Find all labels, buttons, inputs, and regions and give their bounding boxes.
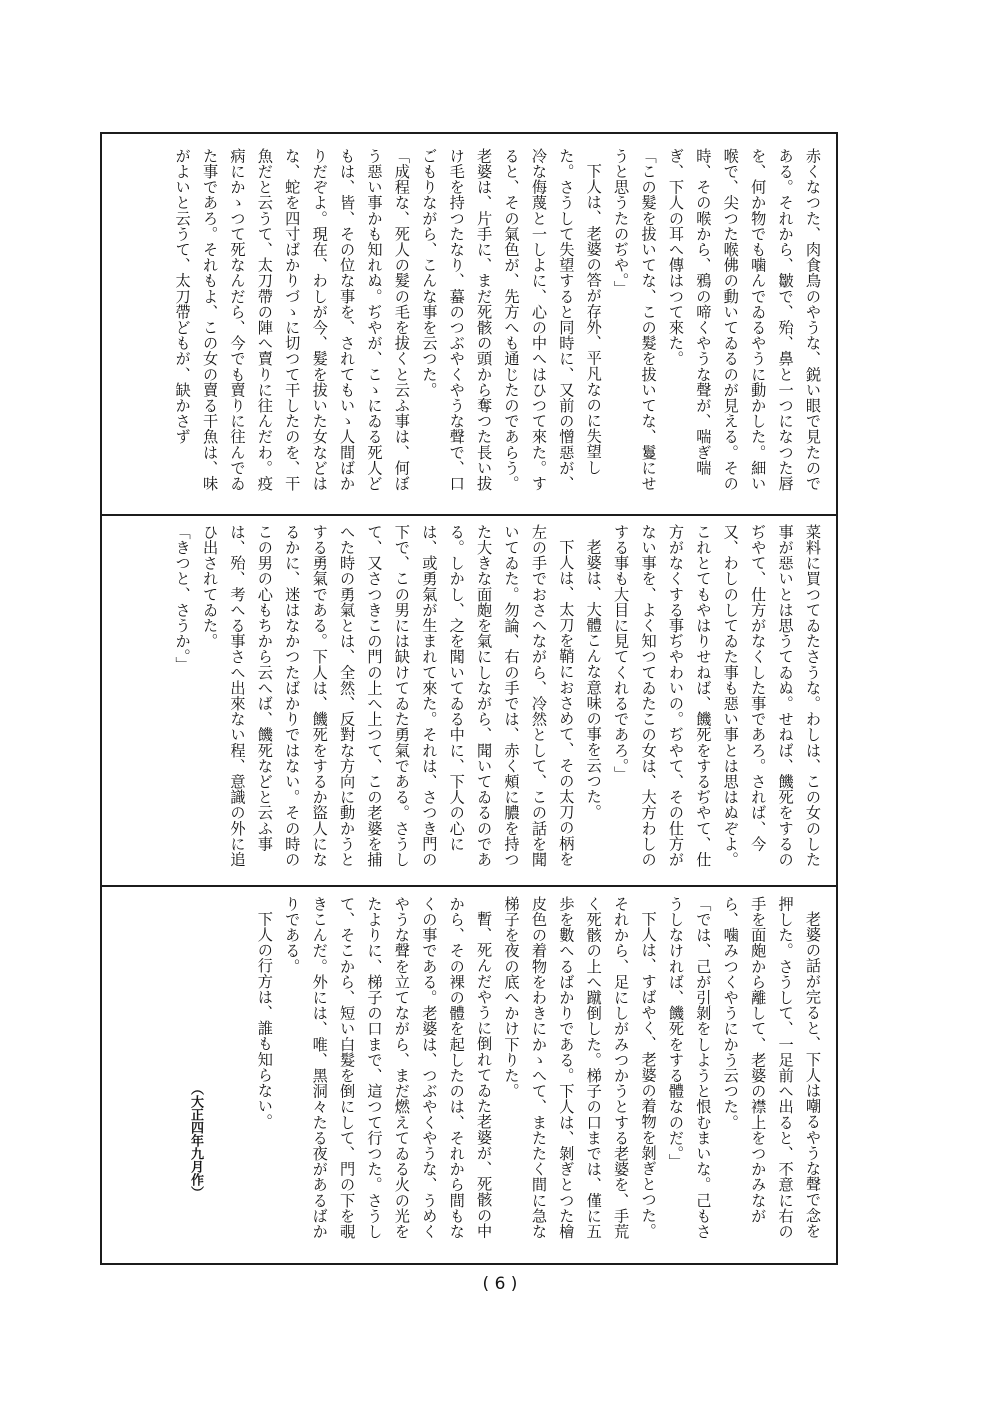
text-tier-middle: [114, 524, 826, 876]
tier-middle-body: [168, 524, 826, 876]
paragraph: 老婆は、大體こんな意味の事を云つた。: [584, 539, 603, 820]
text-tier-bottom: [114, 896, 826, 1251]
paragraph: 赤くなつた、肉食鳥のやうな、鋭い眼で見たのである。それから、皺で、殆、鼻と一つになつた唇を、何か物でも噛んでゐるやうに動かした。細い喉で、尖つた喉佛の動いてゐるのが見える。その時、その喉から、鴉の啼くやうな聲が、喘ぎ喘ぎ、下人の耳へ傳はつて來た。: [666, 148, 822, 492]
tier-top-body: [168, 148, 826, 504]
tier-bottom-body: [250, 896, 826, 1251]
paragraph: 暫、死んだやうに倒れてゐた老婆が、死骸の中から、その裸の體を起したのは、それから間もなくの事である。老婆は、つぶやくやうな、うめくやうな聲を立てながら、まだ燃えてゐる火の光をたよりに、梯子の口まで、這つて行つた。さうして、そこから、短い白髮を倒にして、門の下を覗きこんだ。外には、唯、黑洞々たる夜があるばかりである。: [283, 896, 494, 1240]
page-number: ( 6 ): [482, 1274, 518, 1294]
paragraph: 下人は、老婆の答が存外、平凡なのに失望した。さうして失望すると同時に、又前の憎惡が、冷な侮蔑と一しよに、心の中へはひつて來た。すると、その氣色が、先方へも通じたのであらう。老婆は、片手に、まだ死骸の頭から奪つた長い拔け毛を持つたなり、蟇のつぶやくやうな聲で、口ごもりながら、こんな事を云つた。: [420, 148, 603, 492]
tier-divider-1: [100, 514, 838, 516]
paragraph: 菜料に買つてゐたさうな。わしは、この女のした事が惡いとは思うてゐぬ。せねば、饑死をするのぢやて、仕方がなくした事であろ。されば、今又、わしのしてゐた事も惡い事とは思はぬぞよ。これとてもやはりせねば、饑死をするぢやて、仕方がなくする事ぢやわいの。ぢやて、その仕方がない事を、よく知つてゐたこの女は、大方わしのする事も大目に見てくれるであろ。」: [612, 524, 822, 868]
paragraph: 「成程な、死人の髮の毛を拔くと云ふ事は、何ぼう惡い事かも知れぬ。ぢやが、こゝにゐる死人どもは、皆、その位な事を、されてもいゝ人間ばかりだぞよ。現在、わしが今、髮を拔いた女などはな、蛇を四寸ばかりづゝに切つて干したのを、干魚だと云うて、太刀帶の陣へ賣りに往んだわ。疫病にかゝつて死なんだら、今でも賣りに往んでゐた事であろ。それもよ、この女の賣る干魚は、味がよいと云うて、太刀帶どもが、缺かさず: [173, 148, 411, 492]
paragraph: 「きつと、さうか。」: [173, 524, 192, 673]
paragraph: 老婆の話が完ると、下人は嘲るやうな聲で念を押した。さうして、一足前へ出ると、不意に右の手を面皰から離して、老婆の襟上をつかみながら、噛みつくやうにかう云つた。: [721, 896, 822, 1240]
paragraph: 「では、己が引剝をしようと恨むまいな。己もさうしなければ、饑死をする體なのだ。」: [666, 896, 713, 1240]
paragraph: 「この髮を拔いてな、この髮を拔いてな、鬘にせうと思うたのぢや。」: [612, 148, 658, 492]
paragraph: 下人の行方は、誰も知らない。: [255, 911, 274, 1130]
text-tier-top: [114, 148, 826, 504]
paragraph: 下人は、すばやく、老婆の着物を剝ぎとつた。それから、足にしがみつかうとする老婆を、手荒く死骸の上へ蹴倒した。梯子の口までは、僅に五歩を數へるばかりである。下人は、剝ぎとつた檜皮色の着物をわきにかゝへて、またたく間に急な梯子を夜の底へかけ下りた。: [502, 896, 658, 1240]
paragraph: 下人は、太刀を鞘におさめて、その太刀の柄を左の手でおさへながら、冷然として、この話を聞いてゐた。勿論、右の手では、赤く頰に膿を持つた大きな面皰を氣にしながら、聞いてゐるのである。しかし、之を聞いてゐる中に、下人の心には、或勇氣が生まれて來た。それは、さつき門の下で、この男には缺けてゐた勇氣である。さうして、又さつきこの門の上へ上つて、この老婆を捕へた時の勇氣とは、全然、反對な方向に動かうとする勇氣である。下人は、饑死をするか盜人になるかに、迷はなかつたばかりではない。その時のこの男の心もちから云へば、饑死などと云ふ事は、殆、考へる事さへ出來ない程、意識の外に追ひ出されてゐた。: [201, 524, 576, 868]
date-note: （大正四年九月作）: [188, 1082, 203, 1199]
tier-divider-2: [100, 885, 838, 887]
